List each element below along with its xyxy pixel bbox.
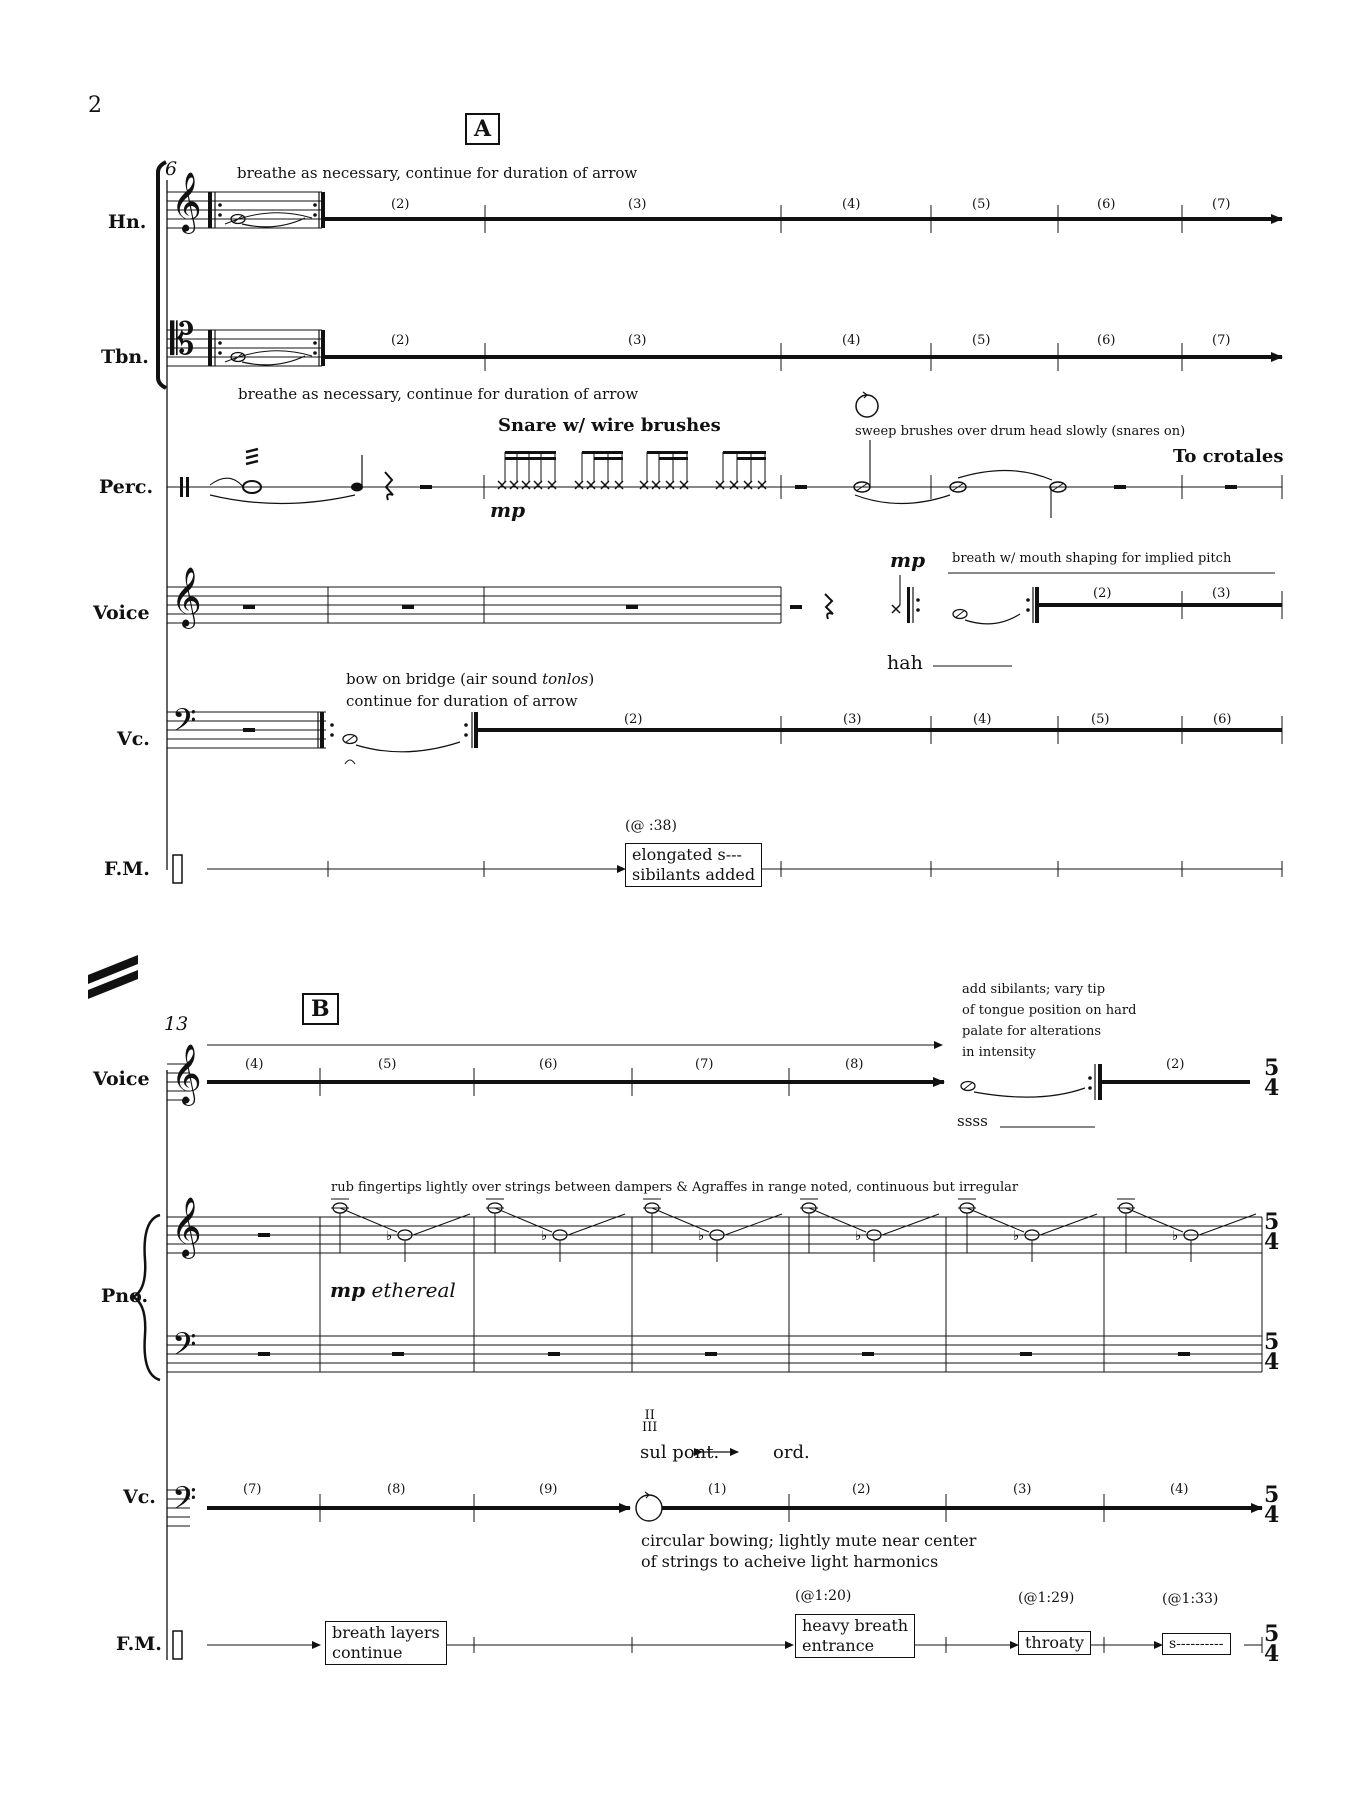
instrument-horn: Hn. bbox=[108, 211, 147, 233]
cello-count-2: (4) bbox=[1170, 1482, 1189, 1497]
voice-count-2: (8) bbox=[845, 1057, 864, 1072]
fm-s-box: s---------- bbox=[1162, 1633, 1231, 1655]
instruction-line: palate for alterations bbox=[962, 1024, 1102, 1039]
cello-circular-instruction bbox=[641, 1530, 976, 1572]
voice-staff-1 bbox=[167, 587, 781, 623]
cello-instruction-a: bow on bridge (air sound bbox=[346, 670, 543, 688]
cello-count: (4) bbox=[973, 712, 992, 727]
rehearsal-mark-b: B bbox=[302, 993, 339, 1025]
perc-snare-label: Snare w/ wire brushes bbox=[498, 415, 721, 436]
voice-count-2: (4) bbox=[245, 1057, 264, 1072]
cello-circle-bowing bbox=[636, 1495, 662, 1521]
svg-text:♭: ♭ bbox=[386, 1229, 393, 1244]
fm-box-line: breath layers bbox=[332, 1623, 440, 1642]
horn-count: (5) bbox=[972, 197, 991, 212]
cello-repeat-1 bbox=[318, 712, 478, 764]
string-II: II bbox=[644, 1408, 655, 1423]
instrument-percussion: Perc. bbox=[99, 476, 154, 498]
fm-time-129: (@1:29) bbox=[1018, 1590, 1075, 1606]
piano-dynamic: mp bbox=[330, 1278, 366, 1302]
cello-string-markers bbox=[642, 1410, 657, 1434]
ts-top: 5 bbox=[1264, 1055, 1280, 1081]
page-number: 2 bbox=[88, 93, 102, 118]
ts-bottom: 4 bbox=[1264, 1502, 1280, 1528]
fm-time-133: (@1:33) bbox=[1162, 1591, 1219, 1607]
cello-count: (2) bbox=[624, 712, 643, 727]
cello-count: (5) bbox=[1091, 712, 1110, 727]
voice-count-end: (2) bbox=[1166, 1057, 1185, 1072]
instruction-line: add sibilants; vary tip bbox=[962, 982, 1106, 997]
fm-throaty-box: throaty bbox=[1018, 1631, 1091, 1655]
voice-rests-1 bbox=[243, 605, 802, 609]
fm-time-38: (@ :38) bbox=[625, 818, 677, 834]
voice-lyric-hah: hah bbox=[887, 652, 923, 674]
fm-breath-layers-box bbox=[325, 1621, 447, 1665]
measure-number-13: 13 bbox=[164, 1013, 189, 1035]
ts-top: 5 bbox=[1264, 1621, 1280, 1647]
cello-ord: ord. bbox=[773, 1442, 810, 1463]
rehearsal-mark-a: A bbox=[465, 113, 500, 145]
horn-treble-clef: 𝄞 bbox=[171, 172, 202, 232]
perc-dynamic: mp bbox=[490, 498, 526, 522]
voice-quarter-rest bbox=[825, 594, 833, 619]
fm-box-line: sibilants added bbox=[632, 865, 756, 884]
piano-dynamic-group bbox=[330, 1278, 456, 1302]
fm-box-line: continue bbox=[332, 1643, 403, 1662]
instruction-line: circular bowing; lightly mute near center bbox=[641, 1531, 977, 1550]
cello-instruction-tonlos: tonlos bbox=[542, 670, 589, 688]
fm-box-line: elongated s--- bbox=[632, 845, 742, 864]
instruction-line: of tongue position on hard bbox=[962, 1003, 1137, 1018]
trombone-count: (3) bbox=[628, 333, 647, 348]
voice-sibilant-instruction bbox=[962, 979, 1136, 1063]
instrument-voice-1: Voice bbox=[93, 602, 150, 624]
trombone-count: (2) bbox=[391, 333, 410, 348]
cello-count-2: (8) bbox=[387, 1482, 406, 1497]
voice-count: (2) bbox=[1093, 586, 1112, 601]
perc-sweep-instruction: sweep brushes over drum head slowly (snares on) bbox=[855, 424, 1186, 439]
voice-count: (3) bbox=[1212, 586, 1231, 601]
trombone-count: (6) bbox=[1097, 333, 1116, 348]
cello-count-2: (9) bbox=[539, 1482, 558, 1497]
trombone-alto-clef: 𝄡 bbox=[170, 314, 195, 365]
ts-top: 5 bbox=[1264, 1329, 1280, 1355]
voice-count-2: (6) bbox=[539, 1057, 558, 1072]
time-signature-cello bbox=[1264, 1482, 1280, 1528]
instrument-fm-1: F.M. bbox=[104, 858, 150, 880]
horn-count: (3) bbox=[628, 197, 647, 212]
voice-treble-clef-1: 𝄞 bbox=[171, 567, 202, 627]
instrument-cello-1: Vc. bbox=[117, 728, 150, 750]
fm-heavy-breath-box bbox=[795, 1614, 915, 1658]
brass-bracket bbox=[158, 162, 166, 388]
instrument-voice-2: Voice bbox=[93, 1068, 150, 1090]
cello-count-2: (2) bbox=[852, 1482, 871, 1497]
piano-instruction: rub fingertips lightly over strings between dampers & Agraffes in range noted, continuous but irregular bbox=[331, 1180, 1019, 1195]
voice-count-2: (5) bbox=[378, 1057, 397, 1072]
ts-bottom: 4 bbox=[1264, 1229, 1280, 1255]
piano-bass-clef: 𝄢 bbox=[172, 1326, 197, 1370]
cello-count: (3) bbox=[843, 712, 862, 727]
ts-bottom: 4 bbox=[1264, 1349, 1280, 1375]
measure-number-6: 6 bbox=[165, 158, 178, 180]
perc-to-crotales: To crotales bbox=[1173, 446, 1284, 467]
trombone-count: (7) bbox=[1212, 333, 1231, 348]
instrument-cello-2: Vc. bbox=[123, 1486, 156, 1508]
cello-count: (6) bbox=[1213, 712, 1232, 727]
fm-time-120: (@1:20) bbox=[795, 1588, 852, 1604]
voice-count-2: (7) bbox=[695, 1057, 714, 1072]
trombone-count: (5) bbox=[972, 333, 991, 348]
fm-box-line: heavy breath bbox=[802, 1616, 909, 1635]
system-separator bbox=[88, 955, 138, 999]
ts-top: 5 bbox=[1264, 1209, 1280, 1235]
cello-bass-clef-2: 𝄢 bbox=[172, 1480, 197, 1524]
voice-breath-instruction: breath w/ mouth shaping for implied pitch bbox=[952, 551, 1232, 566]
cello-instruction-close: ) bbox=[588, 670, 595, 688]
cello-bass-clef-1: 𝄢 bbox=[172, 702, 197, 746]
instruction-line: in intensity bbox=[962, 1045, 1036, 1060]
string-III: III bbox=[642, 1420, 658, 1435]
voice-sibilant-note bbox=[961, 1064, 1102, 1100]
ts-bottom: 4 bbox=[1264, 1075, 1280, 1101]
piano-barlines bbox=[320, 1217, 1262, 1372]
instrument-piano: Pno. bbox=[101, 1285, 149, 1307]
horn-count: (4) bbox=[842, 197, 861, 212]
percussion-staff bbox=[167, 392, 1282, 518]
time-signature-voice bbox=[1264, 1055, 1280, 1101]
cello-count-2: (1) bbox=[708, 1482, 727, 1497]
instrument-fm-2: F.M. bbox=[116, 1633, 162, 1655]
cello-instruction-2: continue for duration of arrow bbox=[346, 692, 578, 710]
horn-count: (7) bbox=[1212, 197, 1231, 212]
cello-count-2: (3) bbox=[1013, 1482, 1032, 1497]
time-signature-piano-treble bbox=[1264, 1209, 1280, 1255]
time-signature-fm bbox=[1264, 1621, 1280, 1667]
voice-lyric-ssss: ssss bbox=[957, 1112, 988, 1130]
horn-count: (6) bbox=[1097, 197, 1116, 212]
cello-instruction-1 bbox=[346, 670, 594, 688]
cello-sulpont: sul pont. bbox=[640, 1442, 720, 1463]
voice-treble-clef-2: 𝄞 bbox=[171, 1044, 202, 1104]
ts-bottom: 4 bbox=[1264, 1641, 1280, 1667]
horn-instruction: breathe as necessary, continue for duration of arrow bbox=[237, 164, 638, 182]
piano-expression: ethereal bbox=[371, 1278, 456, 1302]
piano-treble-clef: 𝄞 bbox=[171, 1197, 202, 1257]
trombone-instruction: breathe as necessary, continue for duration of arrow bbox=[238, 385, 639, 403]
time-signature-piano-bass bbox=[1264, 1329, 1280, 1375]
trombone-count: (4) bbox=[842, 333, 861, 348]
ts-top: 5 bbox=[1264, 1482, 1280, 1508]
cello-count-2: (7) bbox=[243, 1482, 262, 1497]
fm-elongated-box bbox=[625, 843, 762, 887]
horn-count: (2) bbox=[391, 197, 410, 212]
voice-dynamic: mp bbox=[890, 548, 926, 572]
piano-treble-staff bbox=[167, 1217, 1262, 1253]
instruction-line: of strings to acheive light harmonics bbox=[641, 1552, 939, 1571]
instrument-trombone: Tbn. bbox=[101, 346, 149, 368]
fm-box-line: entrance bbox=[802, 1636, 875, 1655]
